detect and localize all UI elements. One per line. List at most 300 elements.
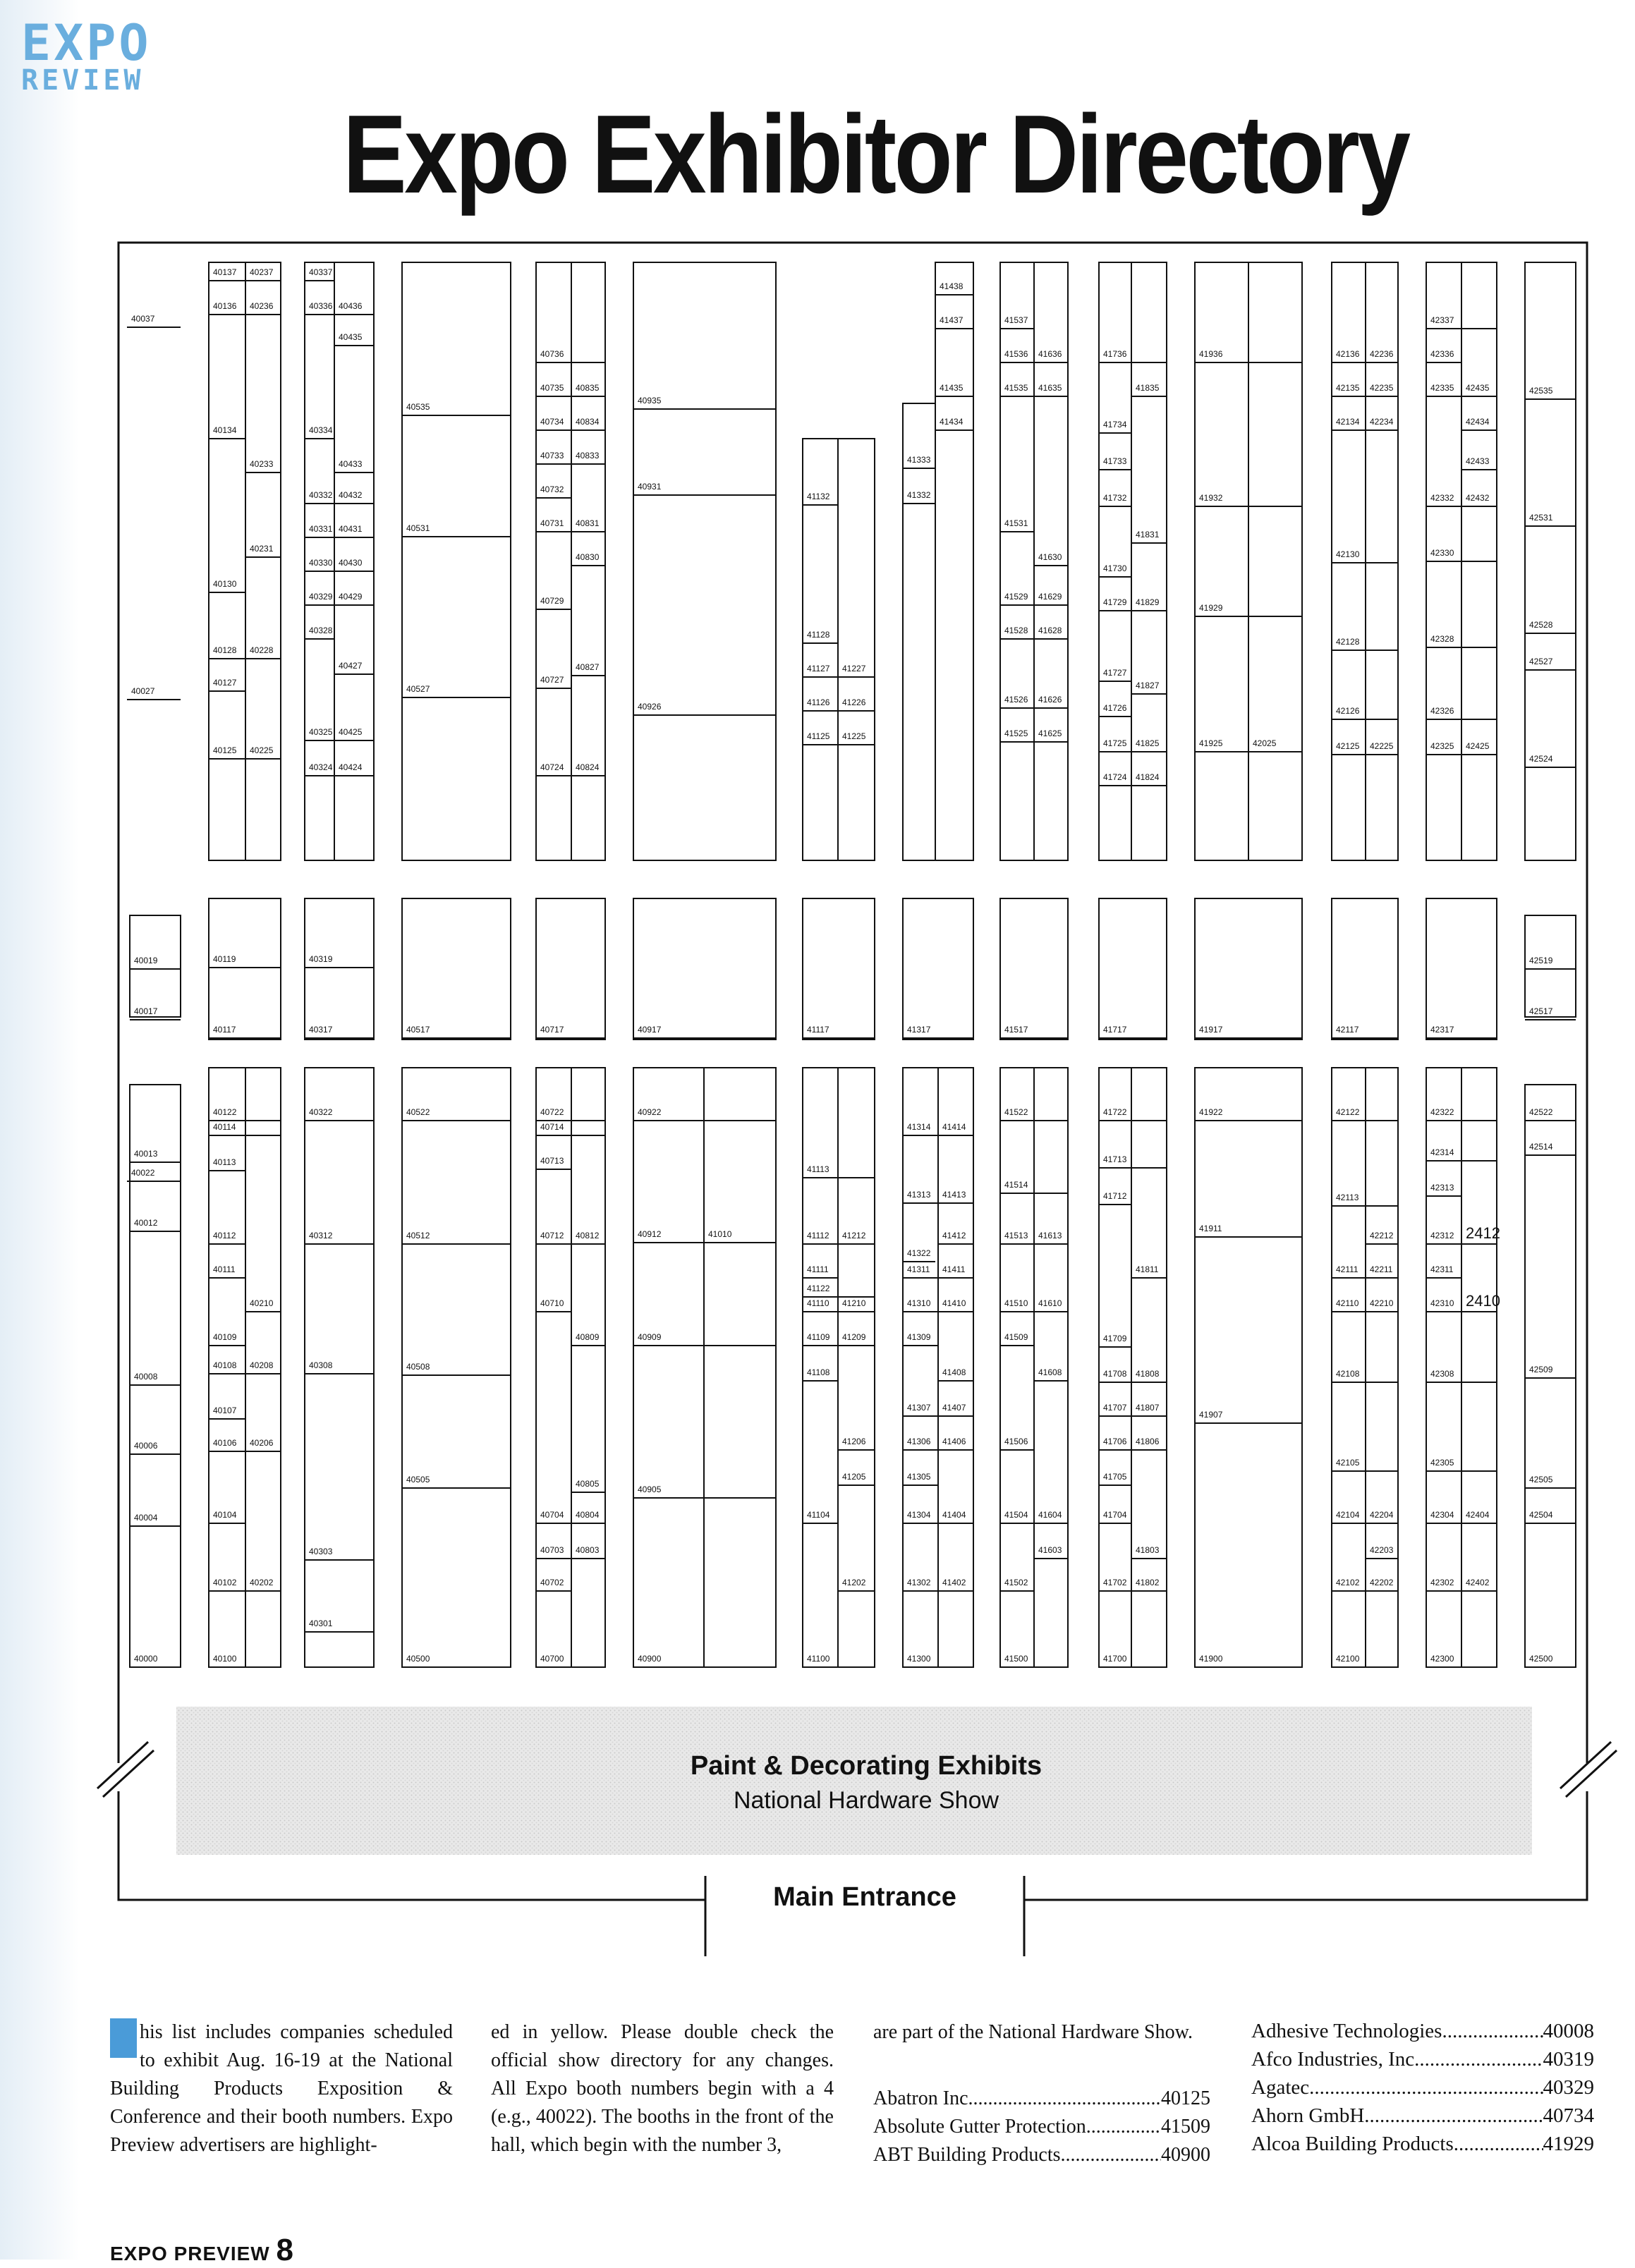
booth-block <box>209 898 281 1040</box>
booth-41514: 41514 <box>1004 1180 1028 1190</box>
booth-40329: 40329 <box>309 592 333 602</box>
booth-41630: 41630 <box>1038 552 1062 562</box>
company-name: Absolute Gutter Protection <box>873 2116 1086 2138</box>
booth-41108: 41108 <box>807 1367 830 1377</box>
booth-block <box>903 403 935 860</box>
booth-40735: 40735 <box>540 383 564 393</box>
booth-42202: 42202 <box>1370 1578 1394 1587</box>
booth-41537: 41537 <box>1004 315 1028 325</box>
booth-40037: 40037 <box>131 314 155 324</box>
booth-41332: 41332 <box>907 490 931 500</box>
booth-41730: 41730 <box>1103 563 1127 573</box>
booth-block <box>803 898 875 1040</box>
booth-41435: 41435 <box>940 383 964 393</box>
booth-42425: 42425 <box>1466 741 1490 751</box>
booth-41117: 41117 <box>807 1025 829 1035</box>
booth-42432: 42432 <box>1466 493 1490 503</box>
booth-42300: 42300 <box>1430 1654 1454 1664</box>
booth-41322: 41322 <box>907 1248 931 1258</box>
booth-41625: 41625 <box>1038 728 1062 738</box>
booth-2410: 2410 <box>1466 1292 1500 1310</box>
booth-42535: 42535 <box>1529 386 1553 396</box>
booth-block <box>633 898 776 1040</box>
booth-42335: 42335 <box>1430 383 1454 393</box>
booth-42313: 42313 <box>1430 1183 1454 1193</box>
booth-40713: 40713 <box>540 1156 564 1166</box>
booth-block <box>1248 262 1302 860</box>
booth-41702: 41702 <box>1103 1578 1127 1587</box>
booth-42402: 42402 <box>1466 1578 1490 1587</box>
booth-40113: 40113 <box>213 1157 236 1167</box>
directory-entry <box>1251 2130 1594 2158</box>
booth-40805: 40805 <box>576 1479 600 1489</box>
booth-block <box>1195 898 1302 1040</box>
booth-42531: 42531 <box>1529 513 1553 523</box>
booth-40137: 40137 <box>213 267 237 277</box>
booth-41922: 41922 <box>1199 1107 1223 1117</box>
booth-41310: 41310 <box>907 1298 931 1308</box>
booth-41724: 41724 <box>1103 772 1127 782</box>
booth-2412: 2412 <box>1466 1224 1500 1242</box>
booth-42314: 42314 <box>1430 1147 1454 1157</box>
booth-41125: 41125 <box>807 731 830 741</box>
booth-42519: 42519 <box>1529 956 1553 965</box>
booth-41110: 41110 <box>807 1298 829 1308</box>
booth-40206: 40206 <box>250 1438 274 1448</box>
booth-41911: 41911 <box>1199 1224 1222 1233</box>
booth-40729: 40729 <box>540 596 564 606</box>
booth-40702: 40702 <box>540 1578 564 1587</box>
booth-41300: 41300 <box>907 1654 931 1664</box>
booth-41504: 41504 <box>1004 1510 1028 1520</box>
booth-41437: 41437 <box>940 315 964 325</box>
booth-40319: 40319 <box>309 954 333 964</box>
directory-entry <box>1251 2102 1594 2130</box>
booth-41127: 41127 <box>807 664 830 673</box>
booth-40909: 40909 <box>638 1332 662 1342</box>
booth-40134: 40134 <box>213 425 237 435</box>
booth-41636: 41636 <box>1038 349 1062 359</box>
booth-block <box>536 898 605 1040</box>
banner-title: Paint & Decorating Exhibits <box>690 1751 1043 1781</box>
booth-number: 40125 <box>1161 2087 1210 2109</box>
booth-40833: 40833 <box>576 451 600 461</box>
page-title: Expo Exhibitor Directory <box>343 92 1409 217</box>
booth-41414: 41414 <box>942 1122 966 1132</box>
intro-text-1: his list includes companies scheduled to exhibit Aug. 16-19 at the National Building Products Exposition & Conference and their booth numbers. Expo Preview advertisers are highlight- <box>110 2021 453 2156</box>
booth-41010: 41010 <box>708 1229 732 1239</box>
booth-41528: 41528 <box>1004 626 1028 635</box>
booth-40712: 40712 <box>540 1231 564 1240</box>
booth-41733: 41733 <box>1103 456 1127 466</box>
booth-40931: 40931 <box>638 482 662 492</box>
booth-42104: 42104 <box>1336 1510 1360 1520</box>
booth-40107: 40107 <box>213 1406 237 1415</box>
booth-42325: 42325 <box>1430 741 1454 751</box>
booth-41704: 41704 <box>1103 1510 1127 1520</box>
booth-42337: 42337 <box>1430 315 1454 325</box>
booth-40432: 40432 <box>339 490 363 500</box>
booth-40112: 40112 <box>213 1231 236 1240</box>
booth-42322: 42322 <box>1430 1107 1454 1117</box>
footer-brand: EXPO PREVIEW <box>110 2243 270 2264</box>
booth-41806: 41806 <box>1136 1437 1160 1446</box>
booth-40834: 40834 <box>576 417 600 427</box>
booth-41313: 41313 <box>907 1190 931 1200</box>
booth-41309: 41309 <box>907 1332 931 1342</box>
booth-41302: 41302 <box>907 1578 931 1587</box>
booth-40102: 40102 <box>213 1578 237 1587</box>
booth-40325: 40325 <box>309 727 333 737</box>
booth-42311: 42311 <box>1430 1264 1454 1274</box>
booth-40714: 40714 <box>540 1122 564 1132</box>
booth-41408: 41408 <box>942 1367 966 1377</box>
booth-block <box>1000 898 1068 1040</box>
booth-42524: 42524 <box>1529 754 1553 764</box>
booth-40827: 40827 <box>576 662 600 672</box>
booth-42108: 42108 <box>1336 1369 1360 1379</box>
company-name: Alcoa Building Products <box>1251 2133 1454 2155</box>
booth-41109: 41109 <box>807 1332 830 1342</box>
booth-number: 40900 <box>1161 2144 1210 2166</box>
booth-40433: 40433 <box>339 459 363 469</box>
booth-40317: 40317 <box>309 1025 333 1035</box>
page-footer <box>110 2233 294 2268</box>
booth-42434: 42434 <box>1466 417 1490 427</box>
logo-line-2: REVIEW <box>21 64 145 97</box>
directory-entry <box>1251 2017 1594 2045</box>
booth-block <box>130 915 181 1017</box>
booth-41706: 41706 <box>1103 1437 1127 1446</box>
booth-41722: 41722 <box>1103 1107 1127 1117</box>
booth-42126: 42126 <box>1336 706 1360 716</box>
booth-40330: 40330 <box>309 558 333 568</box>
booth-41212: 41212 <box>842 1231 866 1240</box>
booth-40336: 40336 <box>309 301 333 311</box>
booth-number: 40008 <box>1543 2020 1594 2042</box>
booth-block <box>1131 262 1167 860</box>
booth-42435: 42435 <box>1466 383 1490 393</box>
booth-41406: 41406 <box>942 1437 966 1446</box>
booth-41535: 41535 <box>1004 383 1028 393</box>
booth-40228: 40228 <box>250 645 274 655</box>
booth-41502: 41502 <box>1004 1578 1028 1587</box>
booth-42310: 42310 <box>1430 1298 1454 1308</box>
booth-42328: 42328 <box>1430 634 1454 644</box>
booth-40004: 40004 <box>134 1513 158 1523</box>
booth-42135: 42135 <box>1336 383 1360 393</box>
booth-41104: 41104 <box>807 1510 830 1520</box>
booth-41825: 41825 <box>1136 738 1160 748</box>
booth-42514: 42514 <box>1529 1142 1553 1152</box>
booth-40114: 40114 <box>213 1122 236 1132</box>
booth-40436: 40436 <box>339 301 363 311</box>
booth-41808: 41808 <box>1136 1369 1160 1379</box>
booth-41811: 41811 <box>1136 1264 1159 1274</box>
booth-40324: 40324 <box>309 762 333 772</box>
booth-42236: 42236 <box>1370 349 1394 359</box>
booth-41531: 41531 <box>1004 518 1028 528</box>
booth-41226: 41226 <box>842 697 866 707</box>
booth-42527: 42527 <box>1529 657 1553 666</box>
booth-40431: 40431 <box>339 524 363 534</box>
booth-40505: 40505 <box>406 1475 430 1484</box>
booth-40117: 40117 <box>213 1025 236 1035</box>
booth-40012: 40012 <box>134 1218 158 1228</box>
booth-42517: 42517 <box>1529 1006 1553 1016</box>
booth-41626: 41626 <box>1038 695 1062 705</box>
intro-column-2: ed in yellow. Please double check the official show directory for any changes. All Expo booth numbers begin with a 4 (e.g., 40022). The booths in the front of the hall, which begin with the number 3, <box>491 2021 834 2156</box>
booth-42522: 42522 <box>1529 1107 1553 1117</box>
booth-40233: 40233 <box>250 459 274 469</box>
booth-block <box>402 262 511 860</box>
booth-41132: 41132 <box>807 492 830 501</box>
booth-40104: 40104 <box>213 1510 237 1520</box>
booth-40830: 40830 <box>576 552 600 562</box>
booth-block <box>571 1068 605 1667</box>
booth-42404: 42404 <box>1466 1510 1490 1520</box>
booth-40427: 40427 <box>339 661 363 671</box>
booth-40231: 40231 <box>250 544 274 554</box>
booth-41509: 41509 <box>1004 1332 1028 1342</box>
booth-42025: 42025 <box>1253 738 1277 748</box>
booth-block <box>838 439 875 860</box>
booth-41112: 41112 <box>807 1231 829 1240</box>
booth-41526: 41526 <box>1004 695 1028 705</box>
booth-40900: 40900 <box>638 1654 662 1664</box>
booth-41907: 41907 <box>1199 1410 1223 1420</box>
booth-40106: 40106 <box>213 1438 237 1448</box>
booth-40202: 40202 <box>250 1578 274 1587</box>
booth-41407: 41407 <box>942 1403 966 1413</box>
company-name: Adhesive Technologies <box>1251 2020 1442 2042</box>
booth-42234: 42234 <box>1370 417 1394 427</box>
booth-40535: 40535 <box>406 402 430 412</box>
booth-41835: 41835 <box>1136 383 1160 393</box>
booth-40312: 40312 <box>309 1231 333 1240</box>
booth-41434: 41434 <box>940 417 964 427</box>
booth-42110: 42110 <box>1336 1298 1359 1308</box>
booth-40236: 40236 <box>250 301 274 311</box>
booth-41732: 41732 <box>1103 493 1127 503</box>
booth-41925: 41925 <box>1199 738 1223 748</box>
booth-41410: 41410 <box>942 1298 966 1308</box>
booth-40006: 40006 <box>134 1441 158 1451</box>
booth-41210: 41210 <box>842 1298 866 1308</box>
booth-40512: 40512 <box>406 1231 430 1240</box>
booth-41708: 41708 <box>1103 1369 1127 1379</box>
booth-42212: 42212 <box>1370 1231 1394 1240</box>
booth-40517: 40517 <box>406 1025 430 1035</box>
booth-40736: 40736 <box>540 349 564 359</box>
booth-40328: 40328 <box>309 626 333 635</box>
booth-40905: 40905 <box>638 1484 662 1494</box>
booth-41113: 41113 <box>807 1164 829 1174</box>
booth-41807: 41807 <box>1136 1403 1160 1413</box>
booth-42134: 42134 <box>1336 417 1360 427</box>
booth-40724: 40724 <box>540 762 564 772</box>
booth-block <box>245 262 281 860</box>
booth-40308: 40308 <box>309 1360 333 1370</box>
booth-block <box>1525 262 1576 860</box>
booth-41100: 41100 <box>807 1654 830 1664</box>
booth-40812: 40812 <box>576 1231 600 1240</box>
booth-41726: 41726 <box>1103 703 1127 713</box>
booth-40019: 40019 <box>134 956 158 965</box>
booth-40733: 40733 <box>540 451 564 461</box>
booth-42203: 42203 <box>1370 1545 1394 1555</box>
booth-number: 40734 <box>1543 2104 1594 2127</box>
booth-40225: 40225 <box>250 745 274 755</box>
company-name: Agatec <box>1251 2076 1310 2099</box>
booth-42304: 42304 <box>1430 1510 1454 1520</box>
booth-40119: 40119 <box>213 954 236 964</box>
booth-42113: 42113 <box>1336 1193 1359 1202</box>
booth-40831: 40831 <box>576 518 600 528</box>
booth-41603: 41603 <box>1038 1545 1062 1555</box>
booth-block <box>1332 898 1398 1040</box>
booth-40935: 40935 <box>638 396 662 406</box>
booth-42504: 42504 <box>1529 1510 1553 1520</box>
booth-number: 40319 <box>1543 2048 1594 2071</box>
entrance-label: Main Entrance <box>773 1882 956 1912</box>
directory-column-2 <box>1251 2017 1594 2158</box>
booth-41736: 41736 <box>1103 349 1127 359</box>
booth-41225: 41225 <box>842 731 866 741</box>
booth-40717: 40717 <box>540 1025 564 1035</box>
booth-41500: 41500 <box>1004 1654 1028 1664</box>
booth-42235: 42235 <box>1370 383 1394 393</box>
booth-block <box>1195 1068 1302 1667</box>
booth-41932: 41932 <box>1199 493 1223 503</box>
booth-42305: 42305 <box>1430 1458 1454 1468</box>
booth-41729: 41729 <box>1103 597 1127 607</box>
booth-41438: 41438 <box>940 281 964 291</box>
booth-40703: 40703 <box>540 1545 564 1555</box>
booth-number: 41929 <box>1543 2133 1594 2155</box>
booth-41717: 41717 <box>1103 1025 1127 1035</box>
booth-40332: 40332 <box>309 490 333 500</box>
booth-41536: 41536 <box>1004 349 1028 359</box>
booth-42136: 42136 <box>1336 349 1360 359</box>
booth-block <box>1525 915 1576 1017</box>
booth-40136: 40136 <box>213 301 237 311</box>
booth-41707: 41707 <box>1103 1403 1127 1413</box>
intro-column-1 <box>110 2018 453 2159</box>
directory-entry <box>1251 2045 1594 2073</box>
booth-40734: 40734 <box>540 417 564 427</box>
booth-41610: 41610 <box>1038 1298 1062 1308</box>
booth-40803: 40803 <box>576 1545 600 1555</box>
booth-40237: 40237 <box>250 267 274 277</box>
booth-40122: 40122 <box>213 1107 237 1117</box>
booth-42128: 42128 <box>1336 637 1360 647</box>
booth-40208: 40208 <box>250 1360 274 1370</box>
booth-number: 40329 <box>1543 2076 1594 2099</box>
booth-block <box>935 262 973 860</box>
booth-42500: 42500 <box>1529 1654 1553 1664</box>
booth-41803: 41803 <box>1136 1545 1160 1555</box>
booth-42302: 42302 <box>1430 1578 1454 1587</box>
booth-block <box>1525 1085 1576 1667</box>
booth-41333: 41333 <box>907 455 931 465</box>
booth-42111: 42111 <box>1336 1264 1359 1274</box>
booth-40128: 40128 <box>213 645 237 655</box>
intro-column-3: are part of the National Hardware Show. <box>873 2021 1193 2043</box>
booth-40017: 40017 <box>134 1006 158 1016</box>
page-number: 8 <box>276 2233 294 2267</box>
booth-42330: 42330 <box>1430 548 1454 558</box>
booth-40732: 40732 <box>540 484 564 494</box>
paint-decorating-area <box>176 1707 1532 1855</box>
booth-40125: 40125 <box>213 745 237 755</box>
booth-41307: 41307 <box>907 1403 931 1413</box>
booth-41917: 41917 <box>1199 1025 1223 1035</box>
booth-41227: 41227 <box>842 664 866 673</box>
booth-40210: 40210 <box>250 1298 274 1308</box>
booth-42102: 42102 <box>1336 1578 1360 1587</box>
logo-line-1: EXPO <box>21 14 152 72</box>
booth-40912: 40912 <box>638 1229 662 1239</box>
booth-41510: 41510 <box>1004 1298 1028 1308</box>
booth-41802: 41802 <box>1136 1578 1160 1587</box>
booth-40700: 40700 <box>540 1654 564 1664</box>
booth-42225: 42225 <box>1370 741 1394 751</box>
booth-42505: 42505 <box>1529 1475 1553 1484</box>
booth-41529: 41529 <box>1004 592 1028 602</box>
booth-40337: 40337 <box>309 267 333 277</box>
booth-40013: 40013 <box>134 1149 158 1159</box>
booth-42528: 42528 <box>1529 620 1553 630</box>
booth-40424: 40424 <box>339 762 363 772</box>
booth-40926: 40926 <box>638 702 662 712</box>
booth-40508: 40508 <box>406 1362 430 1372</box>
booth-41628: 41628 <box>1038 626 1062 635</box>
booth-40008: 40008 <box>134 1372 158 1382</box>
booth-41126: 41126 <box>807 697 830 707</box>
booth-41829: 41829 <box>1136 597 1160 607</box>
booth-42336: 42336 <box>1430 349 1454 359</box>
booth-41827: 41827 <box>1136 681 1160 690</box>
booth-42122: 42122 <box>1336 1107 1360 1117</box>
booth-40022: 40022 <box>131 1168 155 1178</box>
booth-41936: 41936 <box>1199 349 1223 359</box>
company-name: Abatron Inc. <box>873 2087 973 2109</box>
booth-42130: 42130 <box>1336 549 1360 559</box>
booth-42332: 42332 <box>1430 493 1454 503</box>
booth-grid <box>127 262 1576 1667</box>
booth-41700: 41700 <box>1103 1654 1127 1664</box>
booth-42308: 42308 <box>1430 1369 1454 1379</box>
booth-41411: 41411 <box>942 1264 966 1274</box>
booth-40027: 40027 <box>131 686 155 696</box>
booth-41317: 41317 <box>907 1025 931 1035</box>
booth-40531: 40531 <box>406 523 430 533</box>
booth-40303: 40303 <box>309 1547 333 1556</box>
booth-40835: 40835 <box>576 383 600 393</box>
booth-42100: 42100 <box>1336 1654 1360 1664</box>
booth-number: 41509 <box>1161 2116 1210 2138</box>
booth-41727: 41727 <box>1103 668 1127 678</box>
booth-40722: 40722 <box>540 1107 564 1117</box>
booth-41629: 41629 <box>1038 592 1062 602</box>
company-name: Afco Industries, Inc. <box>1251 2048 1420 2071</box>
booth-40331: 40331 <box>309 524 333 534</box>
booth-block <box>1426 898 1497 1040</box>
booth-40435: 40435 <box>339 332 363 342</box>
booth-41635: 41635 <box>1038 383 1062 393</box>
directory-column-1 <box>873 2085 1210 2169</box>
